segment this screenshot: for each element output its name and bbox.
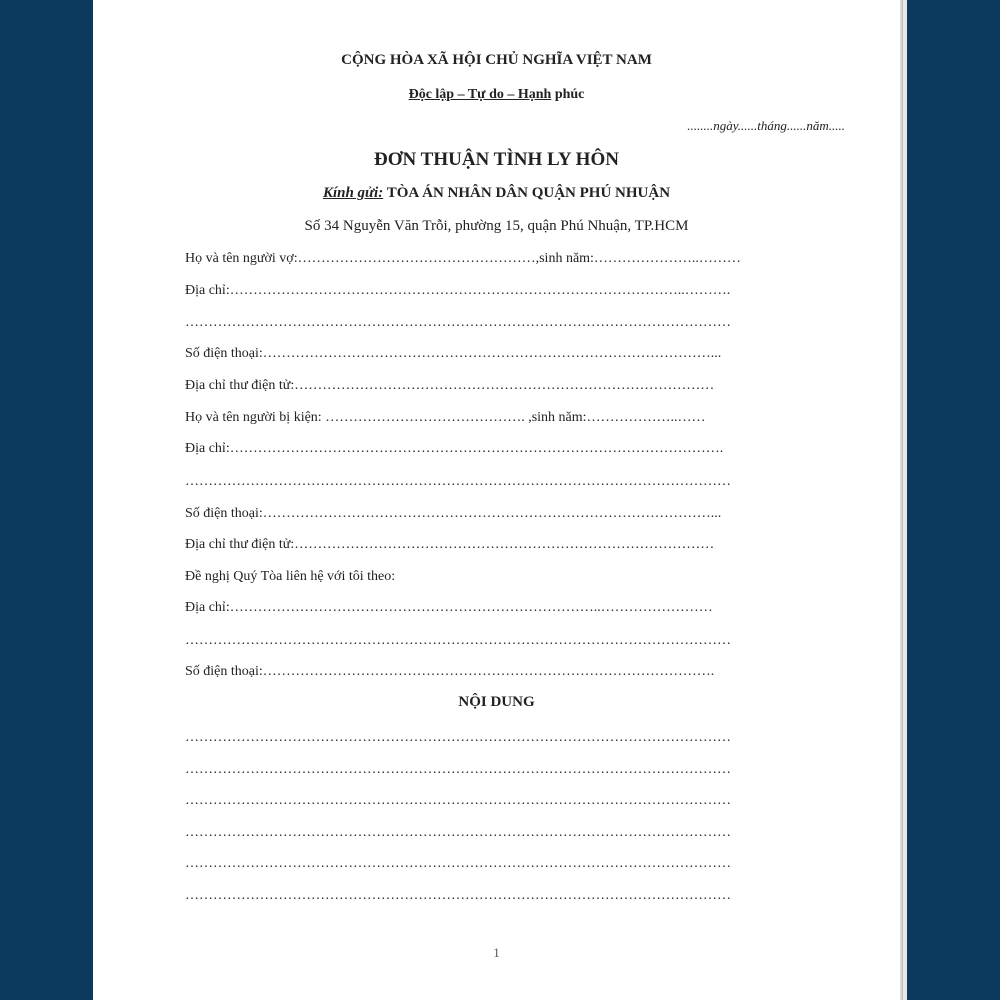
recipient-label: Kính gửi: xyxy=(322,185,384,201)
defendant-email-field: Địa chỉ thư điện tử:……………………………………………………………………………… xyxy=(185,537,715,552)
contact-address-field: Địa chỉ:……………………………………………………………………..…………………… xyxy=(185,600,713,615)
contact-phone-field: Số điện thoại:……………………………………………………………………………………. xyxy=(185,664,715,679)
page-edge-shadow xyxy=(903,0,907,1000)
motto-underlined: Độc lập – Tự do – Hạnh xyxy=(408,87,552,102)
recipient-court: TÒA ÁN NHÂN DÂN QUẬN PHÚ NHUẬN xyxy=(383,185,671,201)
defendant-address-field: Địa chỉ:……………………………………………………………………………………………. xyxy=(185,441,724,456)
recipient-line xyxy=(93,182,900,204)
content-line: ……………………………………………………………………………………………………… xyxy=(185,730,731,745)
wife-email-field: Địa chỉ thư điện tử:……………………………………………………………………………… xyxy=(185,378,715,393)
content-line: ……………………………………………………………………………………………………… xyxy=(185,888,731,903)
motto-tail: phúc xyxy=(551,87,585,102)
contact-request: Đề nghị Quý Tòa liên hệ với tôi theo: xyxy=(185,569,396,584)
content-line: ……………………………………………………………………………………………………… xyxy=(185,762,731,777)
content-line: ……………………………………………………………………………………………………… xyxy=(185,825,731,840)
content-line: ……………………………………………………………………………………………………… xyxy=(185,793,731,808)
wife-name-field: Họ và tên người vợ:……………………………………………,sinh năm:…………………..……… xyxy=(185,251,741,266)
content-heading: NỘI DUNG xyxy=(458,694,535,710)
date-line: ........ngày......tháng......năm..... xyxy=(687,118,845,133)
document-title: ĐƠN THUẬN TÌNH LY HÔN xyxy=(374,149,619,170)
contact-address-continuation: ……………………………………………………………………………………………………… xyxy=(185,633,731,648)
motto xyxy=(93,84,900,106)
page-number: 1 xyxy=(493,945,500,960)
defendant-name-field: Họ và tên người bị kiện: ……………………………………. ,sinh năm:………………..…… xyxy=(185,410,706,425)
wife-phone-field: Số điện thoại:……………………………………………………………………………………... xyxy=(185,346,722,361)
content-line: ……………………………………………………………………………………………………… xyxy=(185,856,731,871)
defendant-phone-field: Số điện thoại:……………………………………………………………………………………... xyxy=(185,506,722,521)
defendant-address-continuation: ……………………………………………………………………………………………………… xyxy=(185,474,731,489)
court-address: Số 34 Nguyễn Văn Trỗi, phường 15, quận Phú Nhuận, TP.HCM xyxy=(304,218,689,234)
national-name: CỘNG HÒA XÃ HỘI CHỦ NGHĨA VIỆT NAM xyxy=(341,52,652,68)
wife-address-field: Địa chỉ:……………………………………………………………………………………..………. xyxy=(185,283,731,298)
wife-address-continuation: ……………………………………………………………………………………………………… xyxy=(185,315,731,330)
